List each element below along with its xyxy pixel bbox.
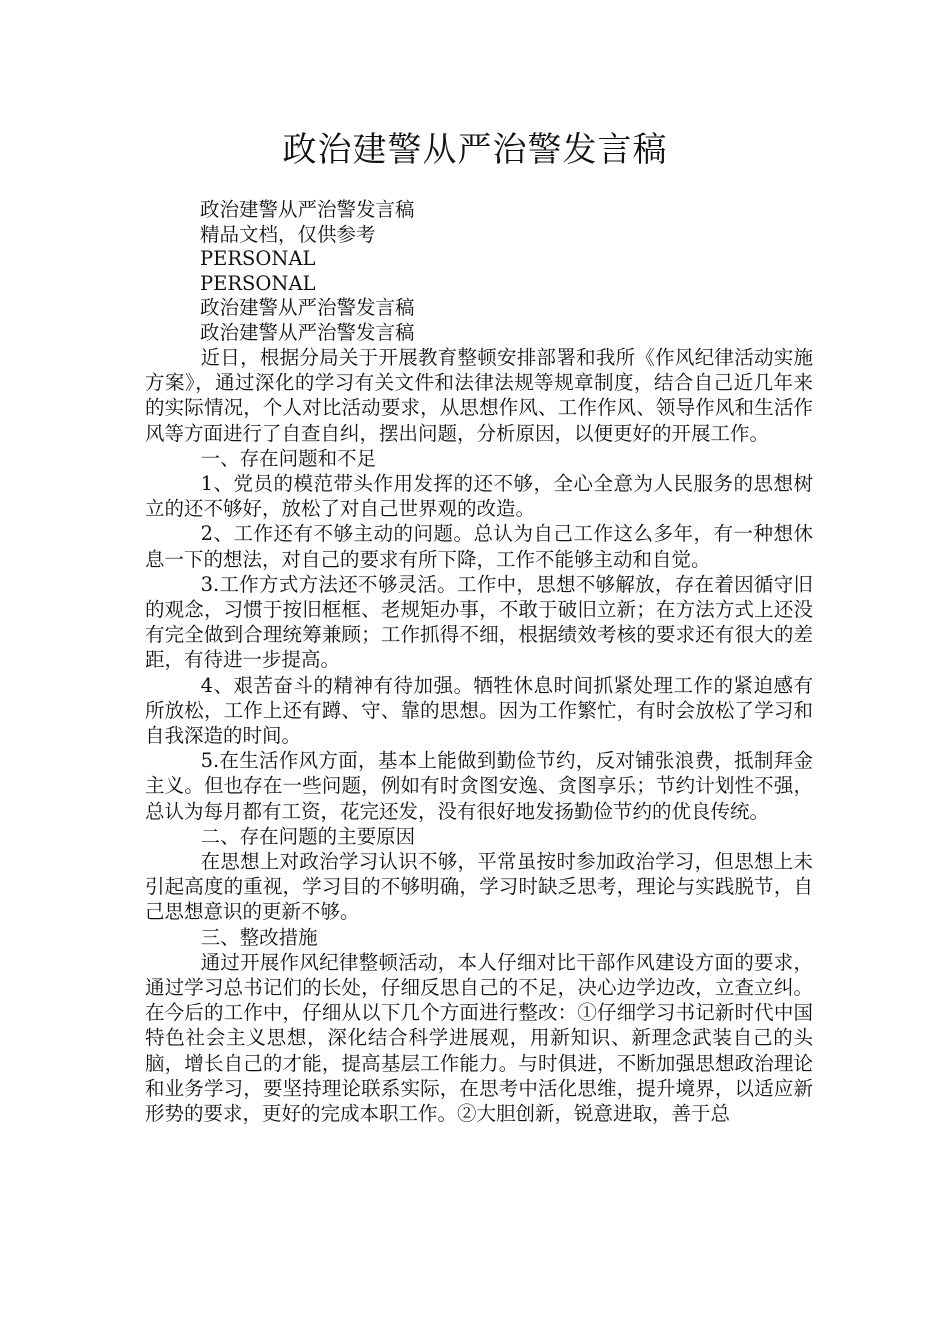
body-paragraph: 3.工作方式方法还不够灵活。工作中，思想不够解放，存在着因循守旧的观念，习惯于按旧框框、老规矩办事，不敢于破旧立新；在方法方式上还没有完全做到合理统筹兼顾；工作抓得不细，根据绩效考核的要求还有很大的差距，有待进一步提高。 (145, 572, 813, 672)
section-heading: 一、存在问题和不足 (200, 446, 377, 470)
header-line: 政治建警从严治警发言稿 (200, 198, 415, 221)
section-heading: 二、存在问题的主要原因 (200, 824, 416, 848)
body-paragraph: 在思想上对政治学习认识不够，平常虽按时参加政治学习，但思想上未引起高度的重视，学习目的不够明确，学习时缺乏思考，理论与实践脱节，自己思想意识的更新不够。 (145, 850, 813, 924)
body-paragraph: 近日，根据分局关于开展教育整顿安排部署和我所《作风纪律活动实施方案》，通过深化的学习有关文件和法律法规等规章制度，结合自己近几年来的实际情况，个人对比活动要求，从思想作风、工作作风、领导作风和生活作风等方面进行了自查自纠，摆出问题，分析原因，以便更好的开展工作。 (145, 346, 813, 445)
header-line: 政治建警从严治警发言稿 (200, 296, 415, 319)
body-paragraph: 通过开展作风纪律整顿活动，本人仔细对比干部作风建设方面的要求，通过学习总书记们的长处，仔细反思自己的不足，决心边学边改，立查立纠。在今后的工作中，仔细从以下几个方面进行整改：①仔细学习书记新时代中国特色社会主义思想，深化结合科学进展观，用新知识、新理念武装自己的头脑，增长自己的才能，提高基层工作能力。与时俱进，不断加强思想政治理论和业务学习，要坚持理论联系实际，在思考中活化思维，提升境界，以适应新形势的要求，更好的完成本职工作。②大胆创新，锐意进取，善于总 (145, 950, 813, 1126)
header-line: 精品文档，仅供参考 (200, 222, 376, 246)
section-heading: 三、整改措施 (200, 925, 318, 949)
body-paragraph: 5.在生活作风方面，基本上能做到勤俭节约，反对铺张浪费，抵制拜金主义。但也存在一些问题，例如有时贪图安逸、贪图享乐；节约计划性不强，总认为每月都有工资，花完还发，没有很好地发扬勤俭节约的优良传统。 (145, 749, 813, 823)
body-paragraph: 2、工作还有不够主动的问题。总认为自己工作这么多年，有一种想休息一下的想法，对自己的要求有所下降，工作不能够主动和自觉。 (145, 522, 813, 571)
document-title: 政治建警从严治警发言稿 (282, 130, 668, 170)
document-body (145, 345, 813, 1126)
body-paragraph: 4、艰苦奋斗的精神有待加强。牺牲休息时间抓紧处理工作的紧迫感有所放松，工作上还有蹲、守、靠的思想。因为工作繁忙，有时会放松了学习和自我深造的时间。 (145, 673, 813, 748)
header-line: PERSONAL (200, 247, 316, 270)
body-paragraph: 1、党员的模范带头作用发挥的还不够，全心全意为人民服务的思想树立的还不够好，放松了对自己世界观的改造。 (145, 472, 813, 521)
header-line: PERSONAL (200, 271, 316, 295)
header-line: 政治建警从严治警发言稿 (200, 320, 415, 344)
document-header-lines (200, 198, 415, 345)
